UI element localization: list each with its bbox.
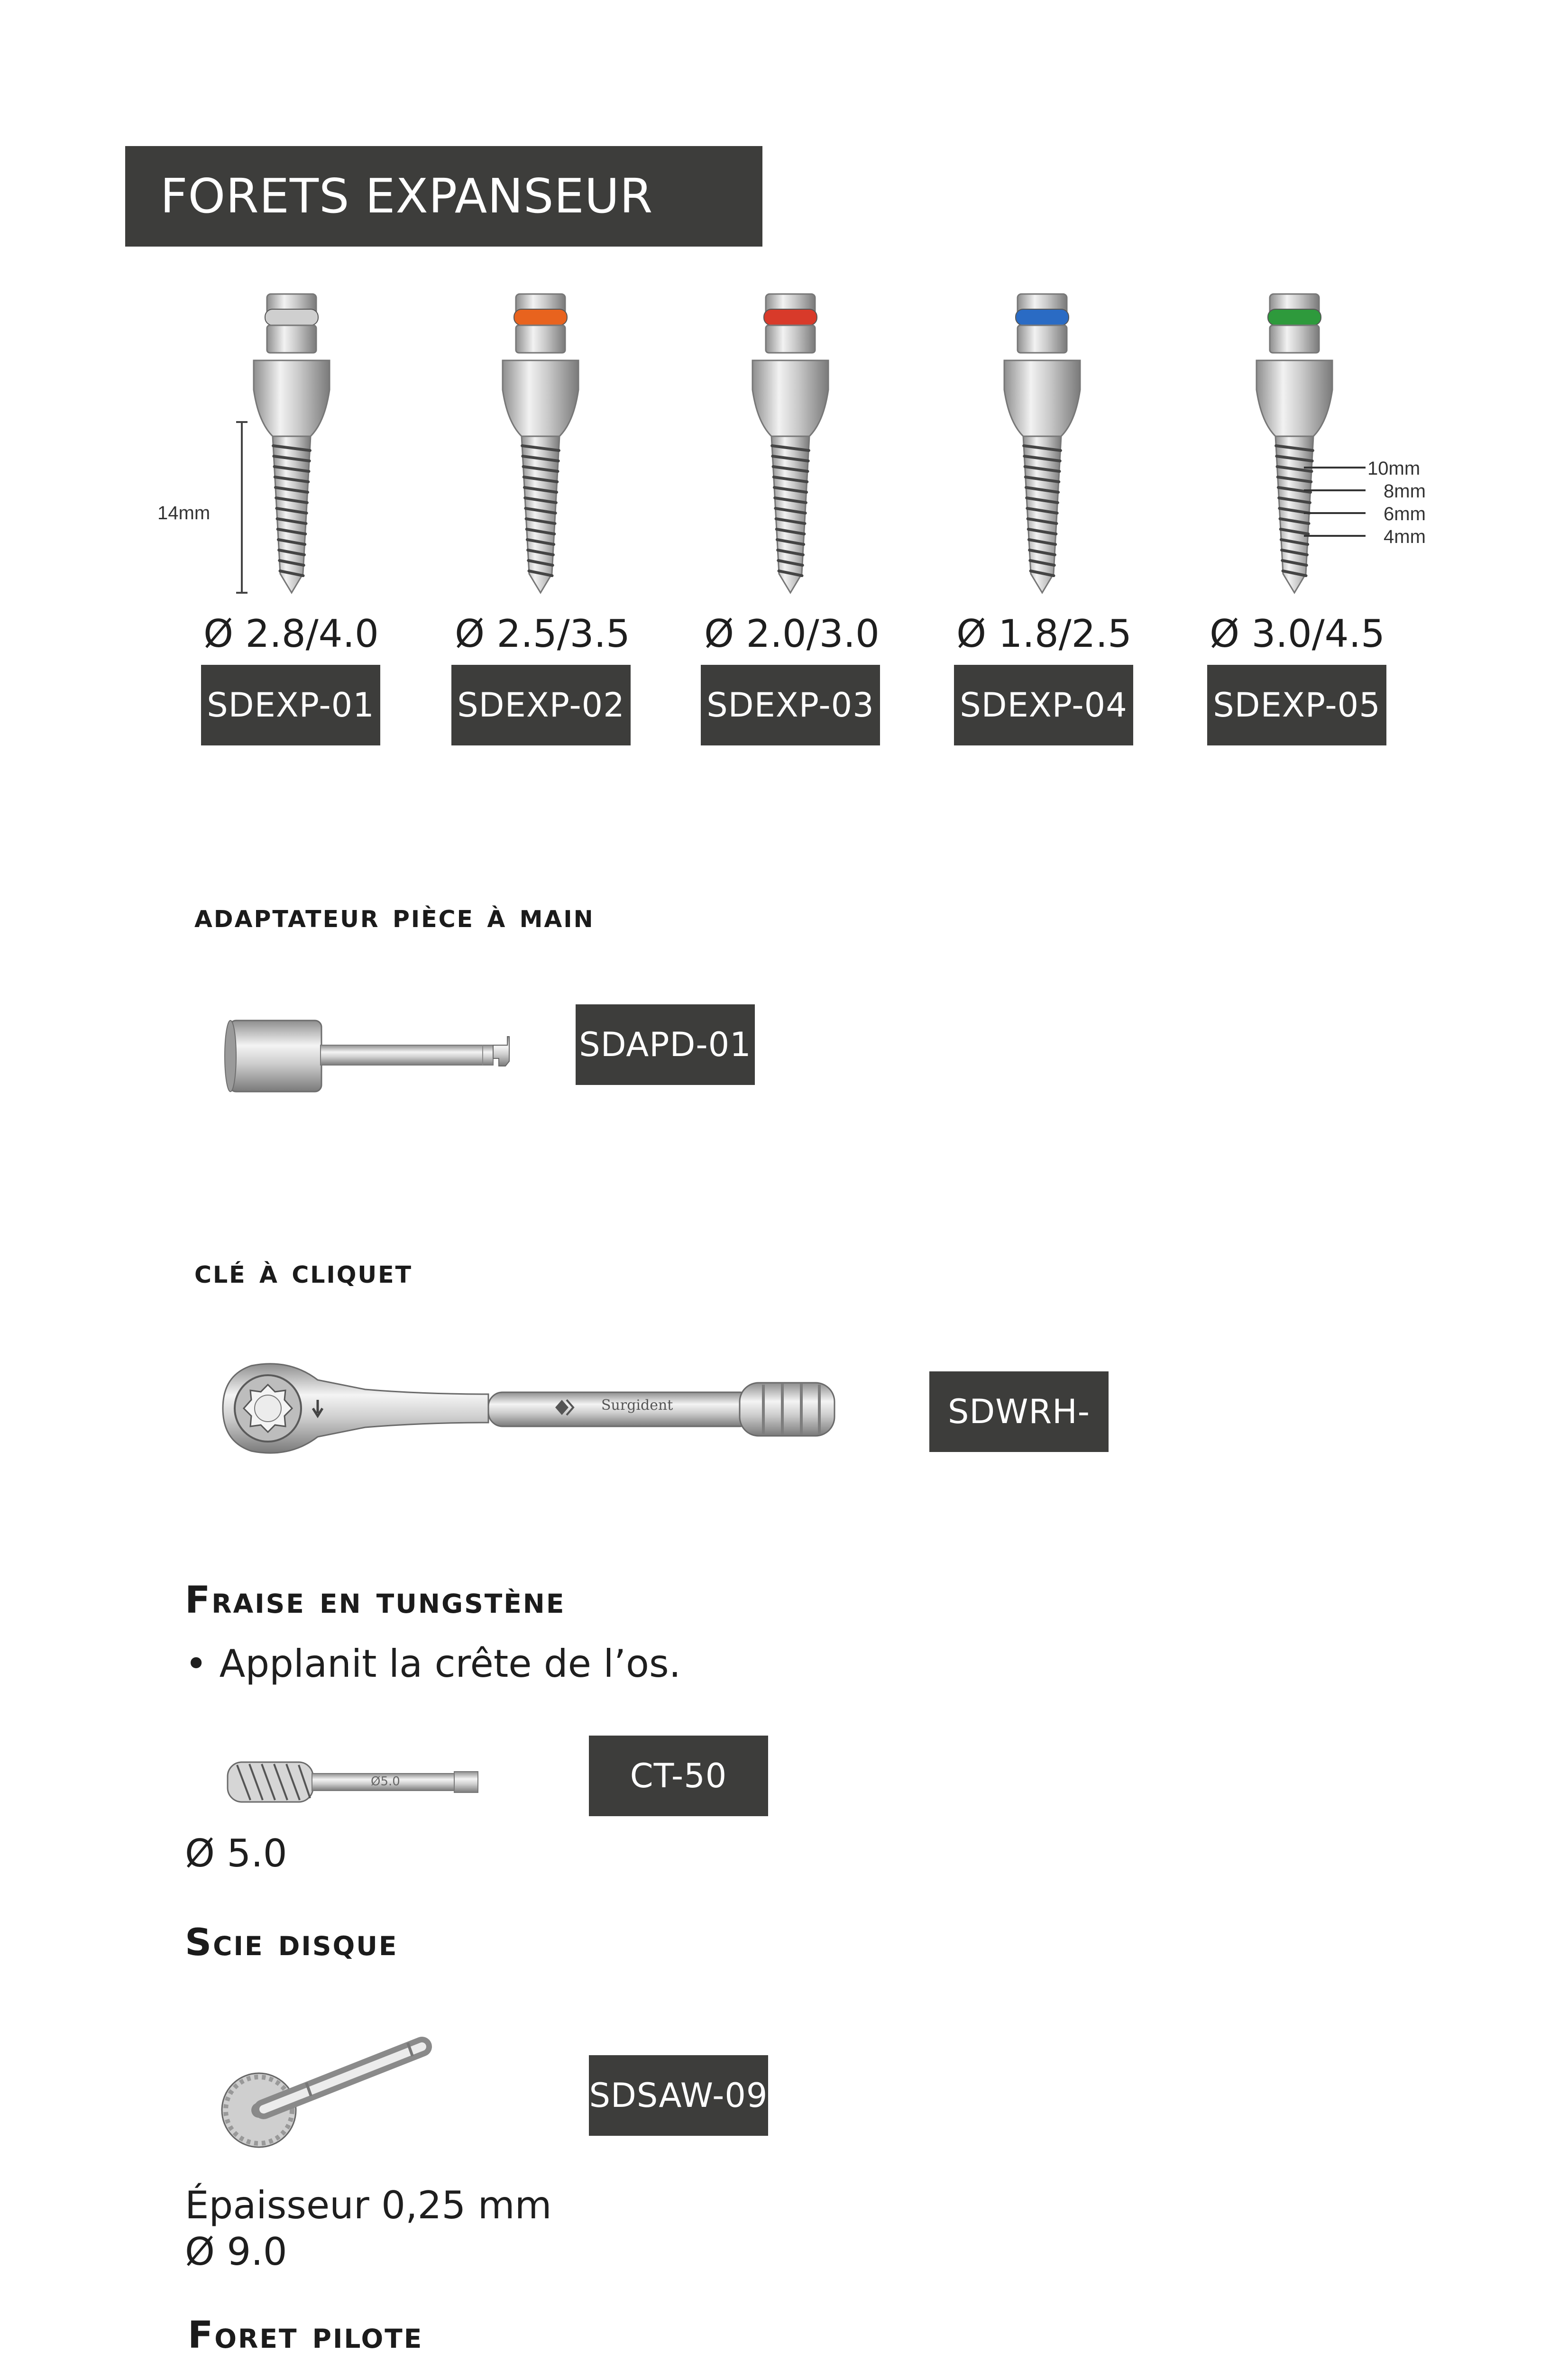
tungsten-bur-bullet: • Applanit la crête de l’os. bbox=[185, 1642, 681, 1686]
expander-drill-sdexp-03 bbox=[752, 294, 828, 593]
diameter-sdexp-02: Ø 2.5/3.5 bbox=[455, 612, 630, 656]
tungsten-bur-diameter: Ø 5.0 bbox=[185, 1831, 287, 1875]
expander-drill-sdexp-05 bbox=[1256, 294, 1332, 593]
title-cle-a-cliquet: clé à cliquet bbox=[194, 1252, 413, 1291]
disc-saw-diameter: Ø 9.0 bbox=[185, 2230, 287, 2274]
expander-drill-sdexp-04 bbox=[1004, 294, 1080, 593]
code-sdexp-04: SDEXP-04 bbox=[954, 665, 1133, 745]
diameter-sdexp-04: Ø 1.8/2.5 bbox=[956, 612, 1132, 656]
code-sdapd-01: SDAPD-01 bbox=[576, 1004, 755, 1085]
depth-mark-6mm: 6mm bbox=[1384, 504, 1426, 524]
tungsten-bur-illustration bbox=[223, 1755, 507, 1811]
ratchet-wrench-illustration bbox=[223, 1347, 849, 1470]
length-label: 14mm bbox=[157, 503, 211, 524]
code-sdexp-02: SDEXP-02 bbox=[451, 665, 631, 745]
code-sdexp-05: SDEXP-05 bbox=[1207, 665, 1386, 745]
depth-mark-8mm: 8mm bbox=[1384, 481, 1426, 502]
code-sdexp-03: SDEXP-03 bbox=[701, 665, 880, 745]
ratchet-brand-engraving: Surgident bbox=[601, 1397, 673, 1414]
section-header-forets-expanseur: FORETS EXPANSEUR bbox=[125, 146, 762, 247]
disc-saw-thickness: Épaisseur 0,25 mm bbox=[185, 2183, 552, 2227]
handpiece-adapter-illustration bbox=[223, 1010, 555, 1105]
title-fraise-tungstene: Fraise en tungstène bbox=[185, 1579, 566, 1622]
tungsten-bur-engraving: Ø5.0 bbox=[371, 1774, 400, 1789]
code-sdwrh-00: SDWRH-00 bbox=[929, 1371, 1109, 1452]
expander-drills-illustration bbox=[0, 266, 1568, 626]
title-scie-disque: Scie disque bbox=[185, 1921, 398, 1964]
code-sdsaw-09: SDSAW-09 bbox=[589, 2055, 768, 2136]
diameter-sdexp-03: Ø 2.0/3.0 bbox=[704, 612, 880, 656]
disc-saw-illustration bbox=[218, 2025, 465, 2167]
code-sdexp-01: SDEXP-01 bbox=[201, 665, 380, 745]
depth-mark-10mm: 10mm bbox=[1367, 458, 1421, 479]
diameter-sdexp-01: Ø 2.8/4.0 bbox=[203, 612, 379, 656]
title-foret-pilote: Foret pilote bbox=[188, 2314, 423, 2357]
diameter-sdexp-05: Ø 3.0/4.5 bbox=[1210, 612, 1385, 656]
expander-drill-sdexp-02 bbox=[503, 294, 578, 593]
title-adaptateur: adaptateur pièce à main bbox=[194, 896, 595, 935]
expander-drill-sdexp-01 bbox=[254, 294, 330, 593]
depth-mark-4mm: 4mm bbox=[1384, 526, 1426, 547]
code-ct-50: CT-50 bbox=[589, 1736, 768, 1816]
